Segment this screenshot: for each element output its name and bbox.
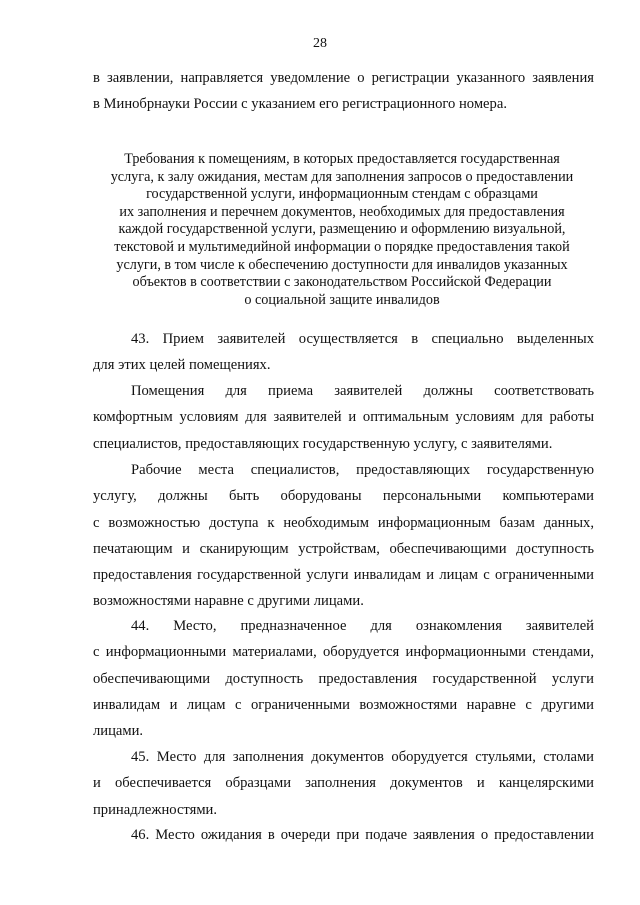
paragraph-43-workplaces [93, 457, 594, 615]
heading-line: текстовой и мультимедийной информации о порядке предоставления такой [114, 238, 570, 255]
paragraph-46 [93, 822, 594, 848]
paragraph-43 [93, 326, 594, 379]
heading-line: объектов в соответствии с законодательством Российской Федерации [132, 274, 552, 291]
page-number: 28 [313, 36, 327, 51]
text-line: специалистов, предоставляющих государственную услугу, с заявителями. [93, 435, 553, 452]
text-line: возможностями наравне с другими лицами. [93, 593, 364, 610]
paragraph-45 [93, 744, 594, 823]
heading-line: Требования к помещениям, в которых предоставляется государственная [124, 151, 560, 167]
text-line: с информационными материалами, оборудуется информационными стендами, [93, 644, 594, 661]
heading-line: государственной услуги, информационным стендам с образцами [146, 186, 538, 203]
text-line: с возможностью доступа к необходимым информационным базам данных, [93, 514, 594, 531]
text-line: комфортным условиям для заявителей и оптимальным условиям для работы [93, 409, 594, 426]
text-line: принадлежностями. [93, 801, 218, 818]
text-line: 46. Место ожидания в очереди при подаче заявления о предоставлении [131, 827, 594, 843]
text-line: 45. Место для заполнения документов оборудуется стульями, столами [131, 749, 594, 765]
text-line: 44. Место, предназначенное для ознакомления заявителей [131, 618, 594, 634]
text-line: обеспечивающими доступность предоставления государственной услуги [93, 670, 594, 687]
heading-line: каждой государственной услуги, размещению и оформлению визуальной, [118, 221, 566, 238]
paragraph-43-rooms [93, 378, 594, 457]
text-line: и обеспечивается образцами заполнения документов и канцелярскими [93, 775, 594, 792]
text-line: печатающим и сканирующим устройствам, обеспечивающими доступность [93, 540, 594, 557]
text-line: Помещения для приема заявителей должны соответствовать [131, 383, 594, 399]
paragraph-44 [93, 613, 594, 744]
text-line: лицами. [93, 723, 144, 740]
heading-line: их заполнения и перечнем документов, необходимых для предоставления [119, 203, 565, 220]
heading-line: о социальной защите инвалидов [244, 291, 440, 308]
intro-paragraph [93, 65, 594, 118]
text-line: для этих целей помещениях. [93, 357, 271, 374]
text-line: в Минобрнауки России с указанием его регистрационного номера. [93, 96, 507, 113]
text-line: 43. Прием заявителей осуществляется в специально выделенных [131, 331, 594, 347]
text-line: услугу, должны быть оборудованы персональными компьютерами [93, 488, 594, 505]
text-line: инвалидам и лицам с ограниченными возможностями наравне с другими [93, 696, 594, 713]
text-line: предоставления государственной услуги инвалидам и лицам с ограниченными [93, 567, 594, 584]
text-line: в заявлении, направляется уведомление о регистрации указанного заявления [93, 70, 594, 86]
heading-line: услуга, к залу ожидания, местам для заполнения запросов о предоставлении [110, 168, 574, 185]
text-line: Рабочие места специалистов, предоставляющих государственную [131, 462, 594, 478]
heading-line: услуги, в том числе к обеспечению доступности для инвалидов указанных [116, 256, 568, 273]
section-heading [80, 151, 604, 309]
